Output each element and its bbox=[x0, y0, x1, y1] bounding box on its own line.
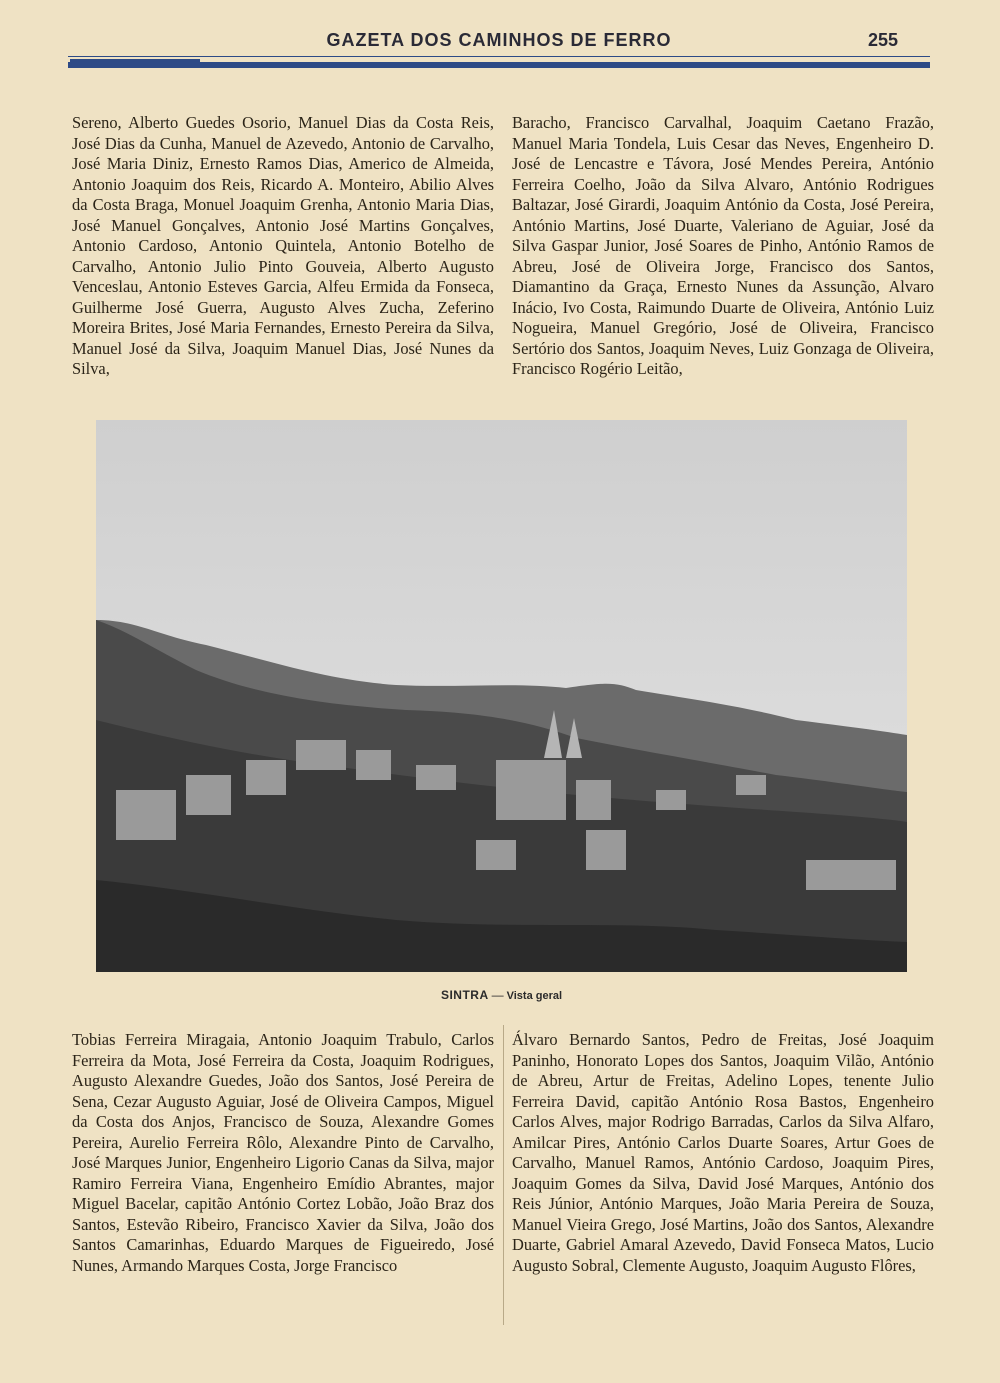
header-rule-thick bbox=[68, 62, 930, 68]
text-column-top-left: Sereno, Alberto Guedes Osorio, Manuel Dias da Costa Reis, José Dias da Cunha, Manuel de Azevedo, Antonio de Carvalho, José Maria Diniz, Ernesto Ramos Dias, Americo de Almeida, Antonio Joaquim dos Reis, Ricardo A. Monteiro, Abilio Alves da Costa Braga, Monuel Joaquim Grenha, Antonio Maria Dias, José Manuel Gonçalves, Antonio José Martins Gonçalves, Antonio Cardoso, Antonio Quintela, Antonio Botelho de Carvalho, Antonio Julio Pinto Gouveia, Alberto Augusto Venceslau, Antonio Esteves Garcia, Alfeu Ermida da Fonseca, Guilherme José Guerra, Augusto Alves Zucha, Zeferino Moreira Brites, José Maria Fernandes, Ernesto Pereira da Silva, Manuel José da Silva, Joaquim Manuel Dias, José Nunes da Silva, bbox=[72, 113, 494, 378]
publication-title: GAZETA DOS CAMINHOS DE FERRO bbox=[326, 30, 672, 50]
caption-place: SINTRA bbox=[440, 988, 489, 1002]
text-column-bottom-right: Álvaro Bernardo Santos, Pedro de Freitas, José Joaquim Paninho, Honorato Lopes dos Santos, Joaquim Vilão, António de Abreu, Artur de Freitas, Adelino Lopes, tenente Julio Ferreira David, capitão António Rosa Bastos, Engenheiro Carlos Alves, major Rodrigo Barradas, Carlos da Silva Alfaro, Amilcar Pires, António Carlos Duarte Soares, Artur Goes de Carvalho, Manuel Ramos, António Cardoso, Joaquim Pires, Joaquim Gomes da Silva, David José Marques, António dos Reis Júnior, António Marques, João Maria Pereira de Souza, Manuel Vieira Grego, José Martins, João dos Santos, Alexandre Duarte, Gabriel Amaral Azevedo, David Fonseca Matos, Lucio Augusto Sobral, Clemente Augusto, Joaquim Augusto Flôres, bbox=[512, 1030, 934, 1275]
landscape-illustration bbox=[96, 420, 907, 972]
page-number: 255 bbox=[867, 30, 898, 50]
text-column-top-right: Baracho, Francisco Carvalhal, Joaquim Caetano Frazão, Manuel Maria Tondela, Luis Cesar das Neves, Engenheiro D. José de Lencastre e Távora, José Mendes Pereira, António Ferreira Coelho, João da Silva Alvaro, António Rodrigues Baltazar, José Girardi, Joaquim António da Costa, José Pereira, António Martins, José Duarte, Valeriano de Aguiar, José da Silva Gaspar Junior, José Soares de Pinho, António Ramos de Abreu, José de Oliveira Jorge, Francisco dos Santos, Diamantino da Graça, Ernesto Nunes da Assunção, Alvaro Inácio, Ivo Costa, Raimundo Duarte de Oliveira, António Luiz Nogueira, Manuel Gregório, José de Oliveira, Francisco Sertório dos Santos, Joaquim Neves, Luiz Gonzaga de Oliveira, Francisco Rogério Leitão, bbox=[512, 113, 934, 378]
text-column-bottom-left: Tobias Ferreira Miragaia, Antonio Joaquim Trabulo, Carlos Ferreira da Mota, José Ferreira da Costa, Joaquim Rodrigues, Augusto Alexandre Guedes, João dos Santos, José Pereira de Sena, Cezar Augusto Aguiar, José de Oliveira Campos, Miguel da Costa dos Anjos, Francisco de Souza, Alexandre Gomes Pereira, Aurelio Ferreira Rôlo, Alexandre Pinto de Carvalho, José Marques Junior, Engenheiro Ligorio Canas da Silva, major Ramiro Ferreira Viana, Engenheiro Emídio Abrantes, major Miguel Bacelar, capitão António Cortez Lobão, João Braz dos Santos, Estevão Ribeiro, Francisco Xavier da Silva, João dos Santos Camarinhas, Eduardo Marques de Figueiredo, José Nunes, Armando Marques Costa, Jorge Francisco bbox=[72, 1030, 494, 1275]
caption-description: Vista geral bbox=[506, 990, 563, 1002]
column-divider bbox=[503, 1025, 504, 1325]
sintra-photograph bbox=[96, 420, 907, 972]
photo-caption bbox=[96, 988, 907, 1002]
caption-dash: — bbox=[491, 988, 504, 1002]
page-header bbox=[68, 26, 930, 74]
header-rule-thin bbox=[68, 56, 930, 57]
